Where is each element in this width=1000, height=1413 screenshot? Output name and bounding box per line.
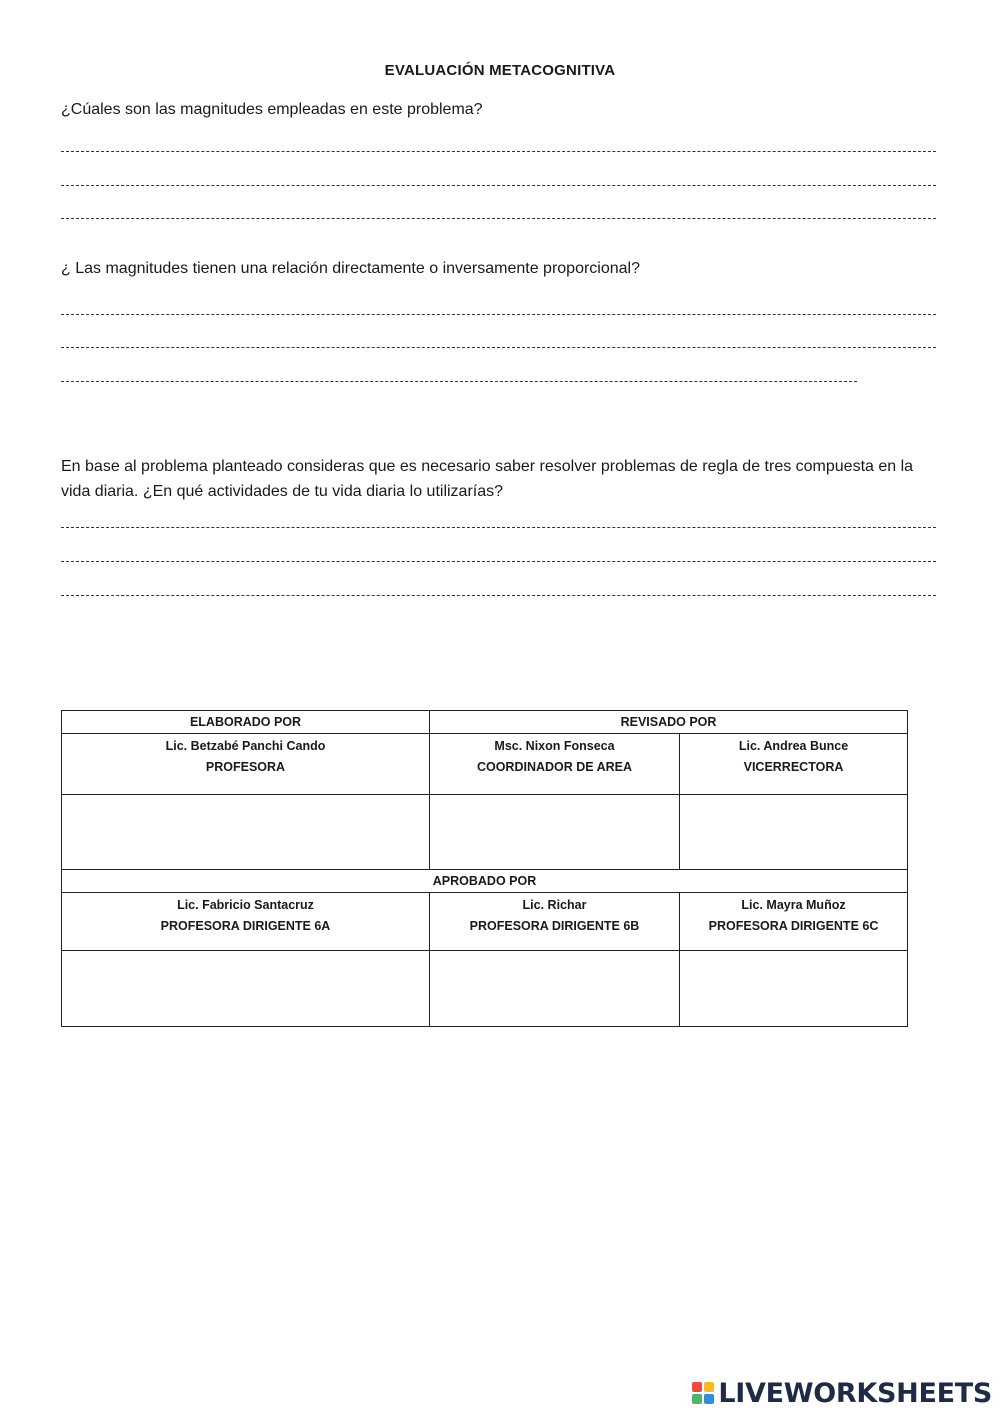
signer-role: COORDINADOR DE AREA xyxy=(476,760,633,774)
answer-line[interactable] xyxy=(61,381,857,382)
worksheet-title: EVALUACIÓN METACOGNITIVA xyxy=(384,62,616,79)
aprobado-header: APROBADO POR xyxy=(62,870,908,893)
signer-cell xyxy=(62,893,430,951)
signer-name: Lic. Richar xyxy=(522,898,587,912)
revisado-header: REVISADO POR xyxy=(430,711,908,734)
liveworksheets-logo[interactable] xyxy=(692,1376,992,1410)
signer-cell xyxy=(680,734,908,795)
signature-box xyxy=(680,795,908,870)
signer-role: PROFESORA xyxy=(205,760,286,774)
signature-box xyxy=(430,795,680,870)
answer-line[interactable] xyxy=(61,151,936,152)
signature-table xyxy=(61,710,908,1027)
signature-box xyxy=(62,951,430,1027)
signature-box xyxy=(62,795,430,870)
answer-line[interactable] xyxy=(61,314,936,315)
signer-role: VICERRECTORA xyxy=(743,760,844,774)
signer-cell xyxy=(62,734,430,795)
answer-line[interactable] xyxy=(61,347,936,348)
signature-box xyxy=(680,951,908,1027)
logo-mark-icon xyxy=(692,1382,714,1404)
answer-line[interactable] xyxy=(61,595,936,596)
signer-cell xyxy=(430,893,680,951)
signer-role: PROFESORA DIRIGENTE 6A xyxy=(160,919,331,933)
signer-cell xyxy=(680,893,908,951)
answer-line[interactable] xyxy=(61,561,936,562)
answer-line[interactable] xyxy=(61,185,936,186)
signer-name: Lic. Andrea Bunce xyxy=(738,739,849,753)
signer-cell xyxy=(430,734,680,795)
signer-role: PROFESORA DIRIGENTE 6C xyxy=(708,919,879,933)
logo-text: LIVEWORKSHEETS xyxy=(718,1377,992,1409)
question-2: ¿ Las magnitudes tienen una relación directamente o inversamente proporcional? xyxy=(61,260,641,277)
signer-name: Msc. Nixon Fonseca xyxy=(494,739,615,753)
question-3: En base al problema planteado consideras que es necesario saber resolver problemas de regla de tres compuesta en la vida diaria. ¿En qué actividades de tu vida diaria lo utilizarías? xyxy=(61,458,914,500)
answer-line[interactable] xyxy=(61,218,936,219)
elaborado-header: ELABORADO POR xyxy=(62,711,430,734)
signer-name: Lic. Fabricio Santacruz xyxy=(177,898,314,912)
answer-line[interactable] xyxy=(61,527,936,528)
signer-name: Lic. Mayra Muñoz xyxy=(741,898,846,912)
question-1: ¿Cúales son las magnitudes empleadas en este problema? xyxy=(61,101,483,118)
signer-role: PROFESORA DIRIGENTE 6B xyxy=(469,919,640,933)
signer-name: Lic. Betzabé Panchi Cando xyxy=(165,739,326,753)
signature-box xyxy=(430,951,680,1027)
